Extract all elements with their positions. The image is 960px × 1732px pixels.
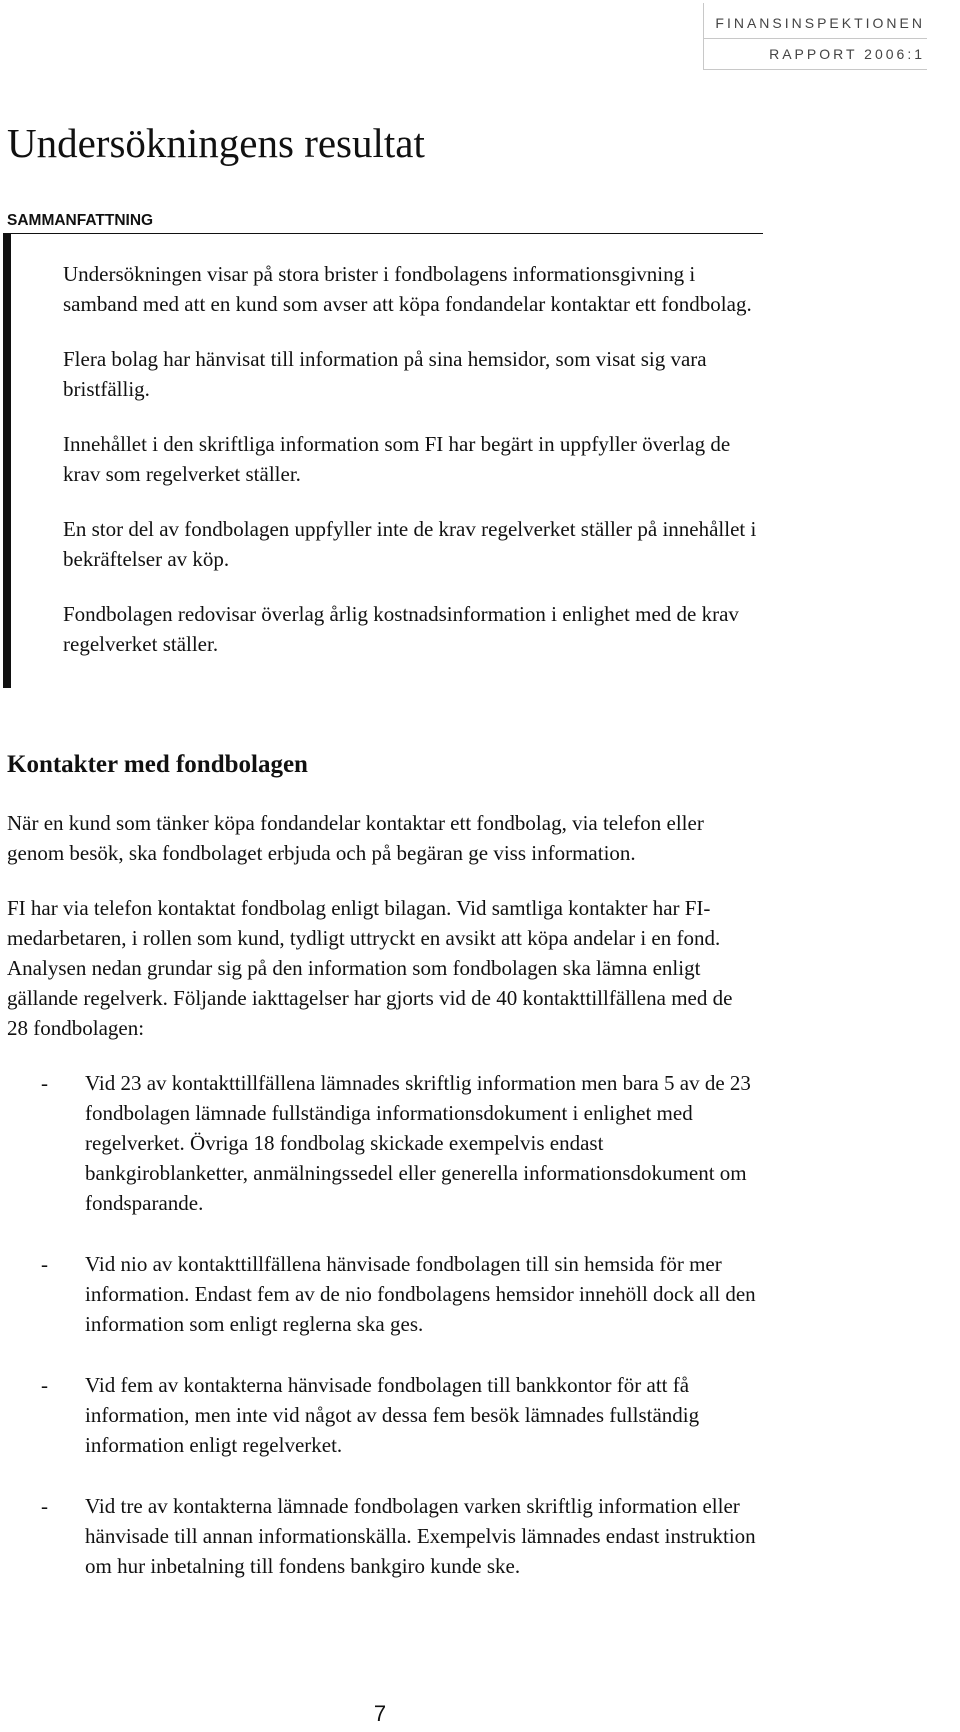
- header-organization: FINANSINSPEKTIONEN: [715, 15, 925, 31]
- bullet-dash: -: [41, 1494, 48, 1518]
- summary-paragraph: Innehållet i den skriftliga information som FI har begärt in uppfyller överlag de krav som regelverket ställer.: [63, 432, 731, 486]
- list-item-text: Vid fem av kontakterna hänvisade fondbolagen till bankkontor för att få information, men inte vid något av dessa fem besök lämnades fullständig information enligt regelverket.: [85, 1373, 700, 1457]
- bullet-dash: -: [41, 1373, 48, 1397]
- body-paragraph: När en kund som tänker köpa fondandelar kontaktar ett fondbolag, via telefon eller genom besök, ska fondbolaget erbjuda och på begäran ge viss information.: [7, 811, 704, 865]
- summary-paragraph: Fondbolagen redovisar överlag årlig kostnadsinformation i enlighet med de krav regelverket ställer.: [63, 602, 739, 656]
- section-body: [7, 808, 757, 1612]
- list-item: [7, 1249, 757, 1339]
- findings-list: [7, 1068, 757, 1581]
- summary-label: SAMMANFATTNING: [7, 212, 154, 229]
- body-paragraph: FI har via telefon kontaktat fondbolag enligt bilagan. Vid samtliga kontakter har FI-medarbetaren, i rollen som kund, tydligt uttryckt en avsikt att köpa andelar i en fond. Analysen nedan grundar sig på den information som fondbolagen ska lämna enligt gällande regelverk. Följande iakttagelser har gjorts vid de 40 kontakttillfällena med de 28 fondbolagen:: [7, 896, 733, 1040]
- report-header: [703, 3, 927, 70]
- page-number: 7: [373, 1701, 387, 1726]
- summary-rule: [7, 233, 763, 234]
- list-item: [7, 1491, 757, 1581]
- page-title: Undersökningens resultat: [7, 120, 425, 166]
- list-item: [7, 1068, 757, 1218]
- header-divider: [704, 38, 927, 39]
- list-item-text: Vid nio av kontakttillfällena hänvisade fondbolagen till sin hemsida för mer information. Endast fem av de nio fondbolagens hemsidor innehöll dock all den information som enligt reglerna ska ges.: [85, 1252, 756, 1336]
- list-item-text: Vid tre av kontakterna lämnade fondbolagen varken skriftlig information eller hänvisade till annan informationskälla. Exempelvis lämnades endast instruktion om hur inbetalning till fondens bankgiro kunde ske.: [85, 1494, 756, 1578]
- summary-sidebar-bar: [3, 233, 11, 688]
- summary-paragraph: Flera bolag har hänvisat till information på sina hemsidor, som visat sig vara bristfällig.: [63, 347, 707, 401]
- summary-paragraph: En stor del av fondbolagen uppfyller inte de krav regelverket ställer på innehållet i bekräftelser av köp.: [63, 517, 757, 571]
- section-heading: Kontakter med fondbolagen: [7, 751, 308, 778]
- list-item: [7, 1370, 757, 1460]
- summary-body: [63, 259, 763, 684]
- bullet-dash: -: [41, 1252, 48, 1276]
- summary-paragraph: Undersökningen visar på stora brister i fondbolagens informationsgivning i samband med att en kund som avser att köpa fondandelar kontaktar ett fondbolag.: [63, 262, 752, 316]
- bullet-dash: -: [41, 1071, 48, 1095]
- list-item-text: Vid 23 av kontakttillfällena lämnades skriftlig information men bara 5 av de 23 fondbolagen lämnade fullständiga informationsdokument i enlighet med regelverket. Övriga 18 fondbolag skickade exempelvis endast bankgiroblanketter, anmälningssedel eller generella informationsdokument om fondsparande.: [85, 1071, 751, 1215]
- header-report-number: RAPPORT 2006:1: [769, 46, 925, 62]
